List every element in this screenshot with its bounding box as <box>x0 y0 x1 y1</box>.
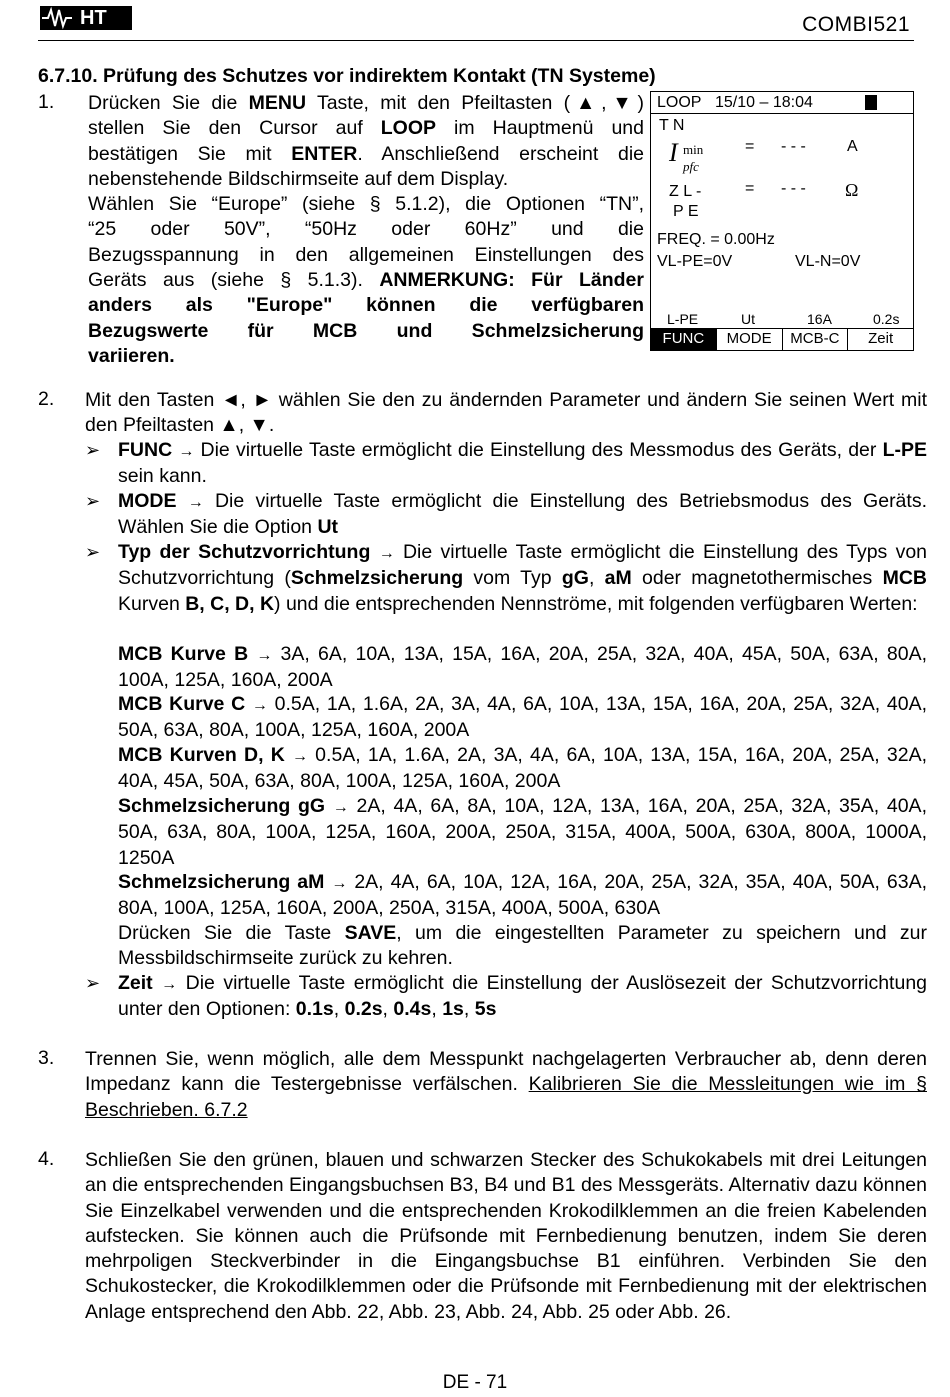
display-i-sup: min <box>683 142 704 157</box>
step-1-text <box>88 91 644 369</box>
step-1-line: Wählen Sie “Europe” (siehe § 5.1.2), die Optionen “TN”, <box>88 193 644 216</box>
step-1-line: Bezugsspannung in den allgemeinen Einstellungen des <box>88 243 644 266</box>
protection-type-description: Typ der Schutzvorrichtung → Die virtuelle Taste ermöglicht die Einstellung des Typs von Schutzvorrichtung (Schmelzsicherung vom Typ gG, aM oder magnetothermisches MCB Kurven B, C, D, K) und die entsprechenden Nennströme, mit folgenden verfügbaren Werten: <box>118 541 928 615</box>
display-i-unit: A <box>847 138 858 155</box>
func-description: FUNC → Die virtuelle Taste ermöglicht die Einstellung des Messmodus des Geräts, der L-PE sein kann. <box>118 439 927 488</box>
step-1-line: Geräts aus (siehe § 5.1.3). ANMERKUNG: Für Länder <box>88 269 644 292</box>
step-1-number: 1. <box>38 91 55 113</box>
step-1-line: stellen Sie den Cursor auf LOOP im Hauptmenü und <box>88 117 644 140</box>
display-title: LOOP <box>657 94 702 111</box>
display-vl-n: VL-N=0V <box>795 253 861 270</box>
softkey-func[interactable]: FUNC <box>651 329 717 350</box>
display-z-label2: P E <box>673 203 699 220</box>
fuse-am-values: Schmelzsicherung aM → 2A, 4A, 6A, 10A, 12A, 16A, 20A, 25A, 32A, 35A, 40A, 50A, 63A, 80A, 100A, 125A, 160A, 200A, 250A, 315A, 400A, 500A, 630A <box>118 871 927 920</box>
display-param-rating: 16A <box>807 311 832 327</box>
step-2-intro: Mit den Tasten ◄, ► wählen Sie den zu ändernden Parameter und ändern Sie seinen Wert mit den Pfeiltasten ▲, ▼. <box>85 389 927 437</box>
step-2-number: 2. <box>38 388 55 410</box>
step-3-text: Trennen Sie, wenn möglich, alle dem Messpunkt nachgelagerten Verbraucher ab, denn deren Impedanz kann die Testergebnisse verfälschen. Kalibrieren Sie die Messleitungen wie im § Beschrieben. 6.7.2 <box>85 1048 927 1121</box>
bullet-arrow-icon: ➢ <box>85 440 101 460</box>
display-datetime: 15/10 – 18:04 <box>715 94 813 111</box>
step-1-line: nebenstehende Bildschirmseite auf dem Display. <box>88 167 509 190</box>
step-1-line: Drücken Sie die MENU Taste, mit den Pfeiltasten (▲,▼) <box>88 92 644 114</box>
mcb-curve-dk-values: MCB Kurven D, K → 0.5A, 1A, 1.6A, 2A, 3A, 4A, 6A, 10A, 13A, 15A, 16A, 20A, 25A, 32A, 40A, 45A, 50A, 63A, 80A, 100A, 125A, 160A, 200A <box>118 744 927 793</box>
display-z-unit: Ω <box>845 180 859 200</box>
softkey-zeit[interactable]: Zeit <box>868 330 894 347</box>
step-1-line: bestätigen Sie mit ENTER. Anschließend erscheint die <box>88 142 644 165</box>
display-system: T N <box>659 117 685 134</box>
step-3-number: 3. <box>38 1047 55 1069</box>
page-number: DE - 71 <box>442 1372 508 1393</box>
logo-text: HT <box>80 7 107 29</box>
display-i-sub: pfc <box>683 159 699 174</box>
battery-icon <box>865 95 877 110</box>
section-title: 6.7.10. Prüfung des Schutzes vor indirektem Kontakt (TN Systeme) <box>38 65 656 87</box>
model-name: COMBI521 <box>802 13 910 36</box>
display-frequency: FREQ. = 0.00Hz <box>657 231 775 248</box>
step-1-line: “25 oder 50V”, “50Hz oder 60Hz” und die <box>88 218 644 241</box>
step-1-line: anders als "Europe" können die verfügbaren <box>88 294 644 317</box>
step-1-line: Bezugswerte für MCB und Schmelzsicherung <box>88 319 644 342</box>
bullet-arrow-icon: ➢ <box>85 542 101 562</box>
mcb-curve-c-values: MCB Kurve C → 0.5A, 1A, 1.6A, 2A, 3A, 4A, 6A, 10A, 13A, 15A, 16A, 20A, 25A, 32A, 40A, 50A, 63A, 80A, 100A, 125A, 160A, 200A <box>118 693 927 742</box>
header-divider <box>38 40 914 41</box>
display-softkeys <box>651 328 913 350</box>
display-i-value: - - - <box>781 138 806 155</box>
fuse-gg-values: Schmelzsicherung gG → 2A, 4A, 6A, 8A, 10A, 12A, 13A, 16A, 20A, 25A, 32A, 35A, 40A, 50A, 63A, 80A, 100A, 125A, 160A, 200A, 250A, 315A, 400A, 500A, 630A, 800A, 1000A, 1250A <box>118 795 927 869</box>
bullet-arrow-icon: ➢ <box>85 491 101 511</box>
softkey-mcb[interactable]: MCB-C <box>783 329 849 350</box>
softkey-mode[interactable]: MODE <box>717 329 783 350</box>
brand-logo <box>40 6 132 30</box>
instrument-display <box>650 91 914 351</box>
step-4-number: 4. <box>38 1148 55 1170</box>
display-param-func: L-PE <box>667 311 699 327</box>
mode-description: MODE → Die virtuelle Taste ermöglicht die Einstellung des Betriebsmodus des Geräts. Wählen Sie die Option Ut <box>118 490 927 539</box>
display-z-eq: = <box>745 180 755 197</box>
display-i-symbol: I <box>669 138 678 167</box>
logo-wave-icon <box>40 6 80 30</box>
step-4-text: Schließen Sie den grünen, blauen und schwarzen Stecker des Schukokabels mit drei Leitungen an die entsprechenden Eingangsbuchsen B3, B4 und B1 des Messgeräts. Alternativ dazu können Sie Einzelkabel verwenden und die entsprechenden Krokodilklemmen an die freien Kabelenden aufstecken. Sie können auch die Prüfsonde mit Fernbedienung benutzen, indem Sie deren mehrpoligen Steckverbinder in die Eingangsbuchse B1 einführen. Verbinden Sie den Schukostecker, die Krokodilklemmen oder die Prüfsonde mit Fernbedienung mit der elektrischen Anlage entsprechend den Abb. 22, Abb. 23, Abb. 24, Abb. 25 oder Abb. 26. <box>85 1149 927 1323</box>
mcb-curve-b-values: MCB Kurve B → 3A, 6A, 10A, 13A, 15A, 16A, 20A, 25A, 32A, 40A, 45A, 50A, 63A, 80A, 100A, 125A, 160A, 200A <box>118 643 927 692</box>
display-param-time: 0.2s <box>873 311 900 327</box>
step-1-line: variieren. <box>88 344 175 367</box>
display-vl-pe: VL-PE=0V <box>657 253 733 270</box>
bullet-arrow-icon: ➢ <box>85 973 101 993</box>
display-param-mode: Ut <box>741 311 755 327</box>
display-z-label: Z L - <box>669 183 702 200</box>
save-instruction: Drücken Sie die Taste SAVE, um die eingestellten Parameter zu speichern und zur Messbildschirmseite zurück zu kehren. <box>118 922 928 970</box>
display-z-value: - - - <box>781 180 806 197</box>
display-i-eq: = <box>745 138 755 155</box>
zeit-description: Zeit → Die virtuelle Taste ermöglicht die Einstellung der Auslösezeit der Schutzvorrichtung unter den Optionen: 0.1s, 0.2s, 0.4s, 1s, 5s <box>118 972 928 1021</box>
